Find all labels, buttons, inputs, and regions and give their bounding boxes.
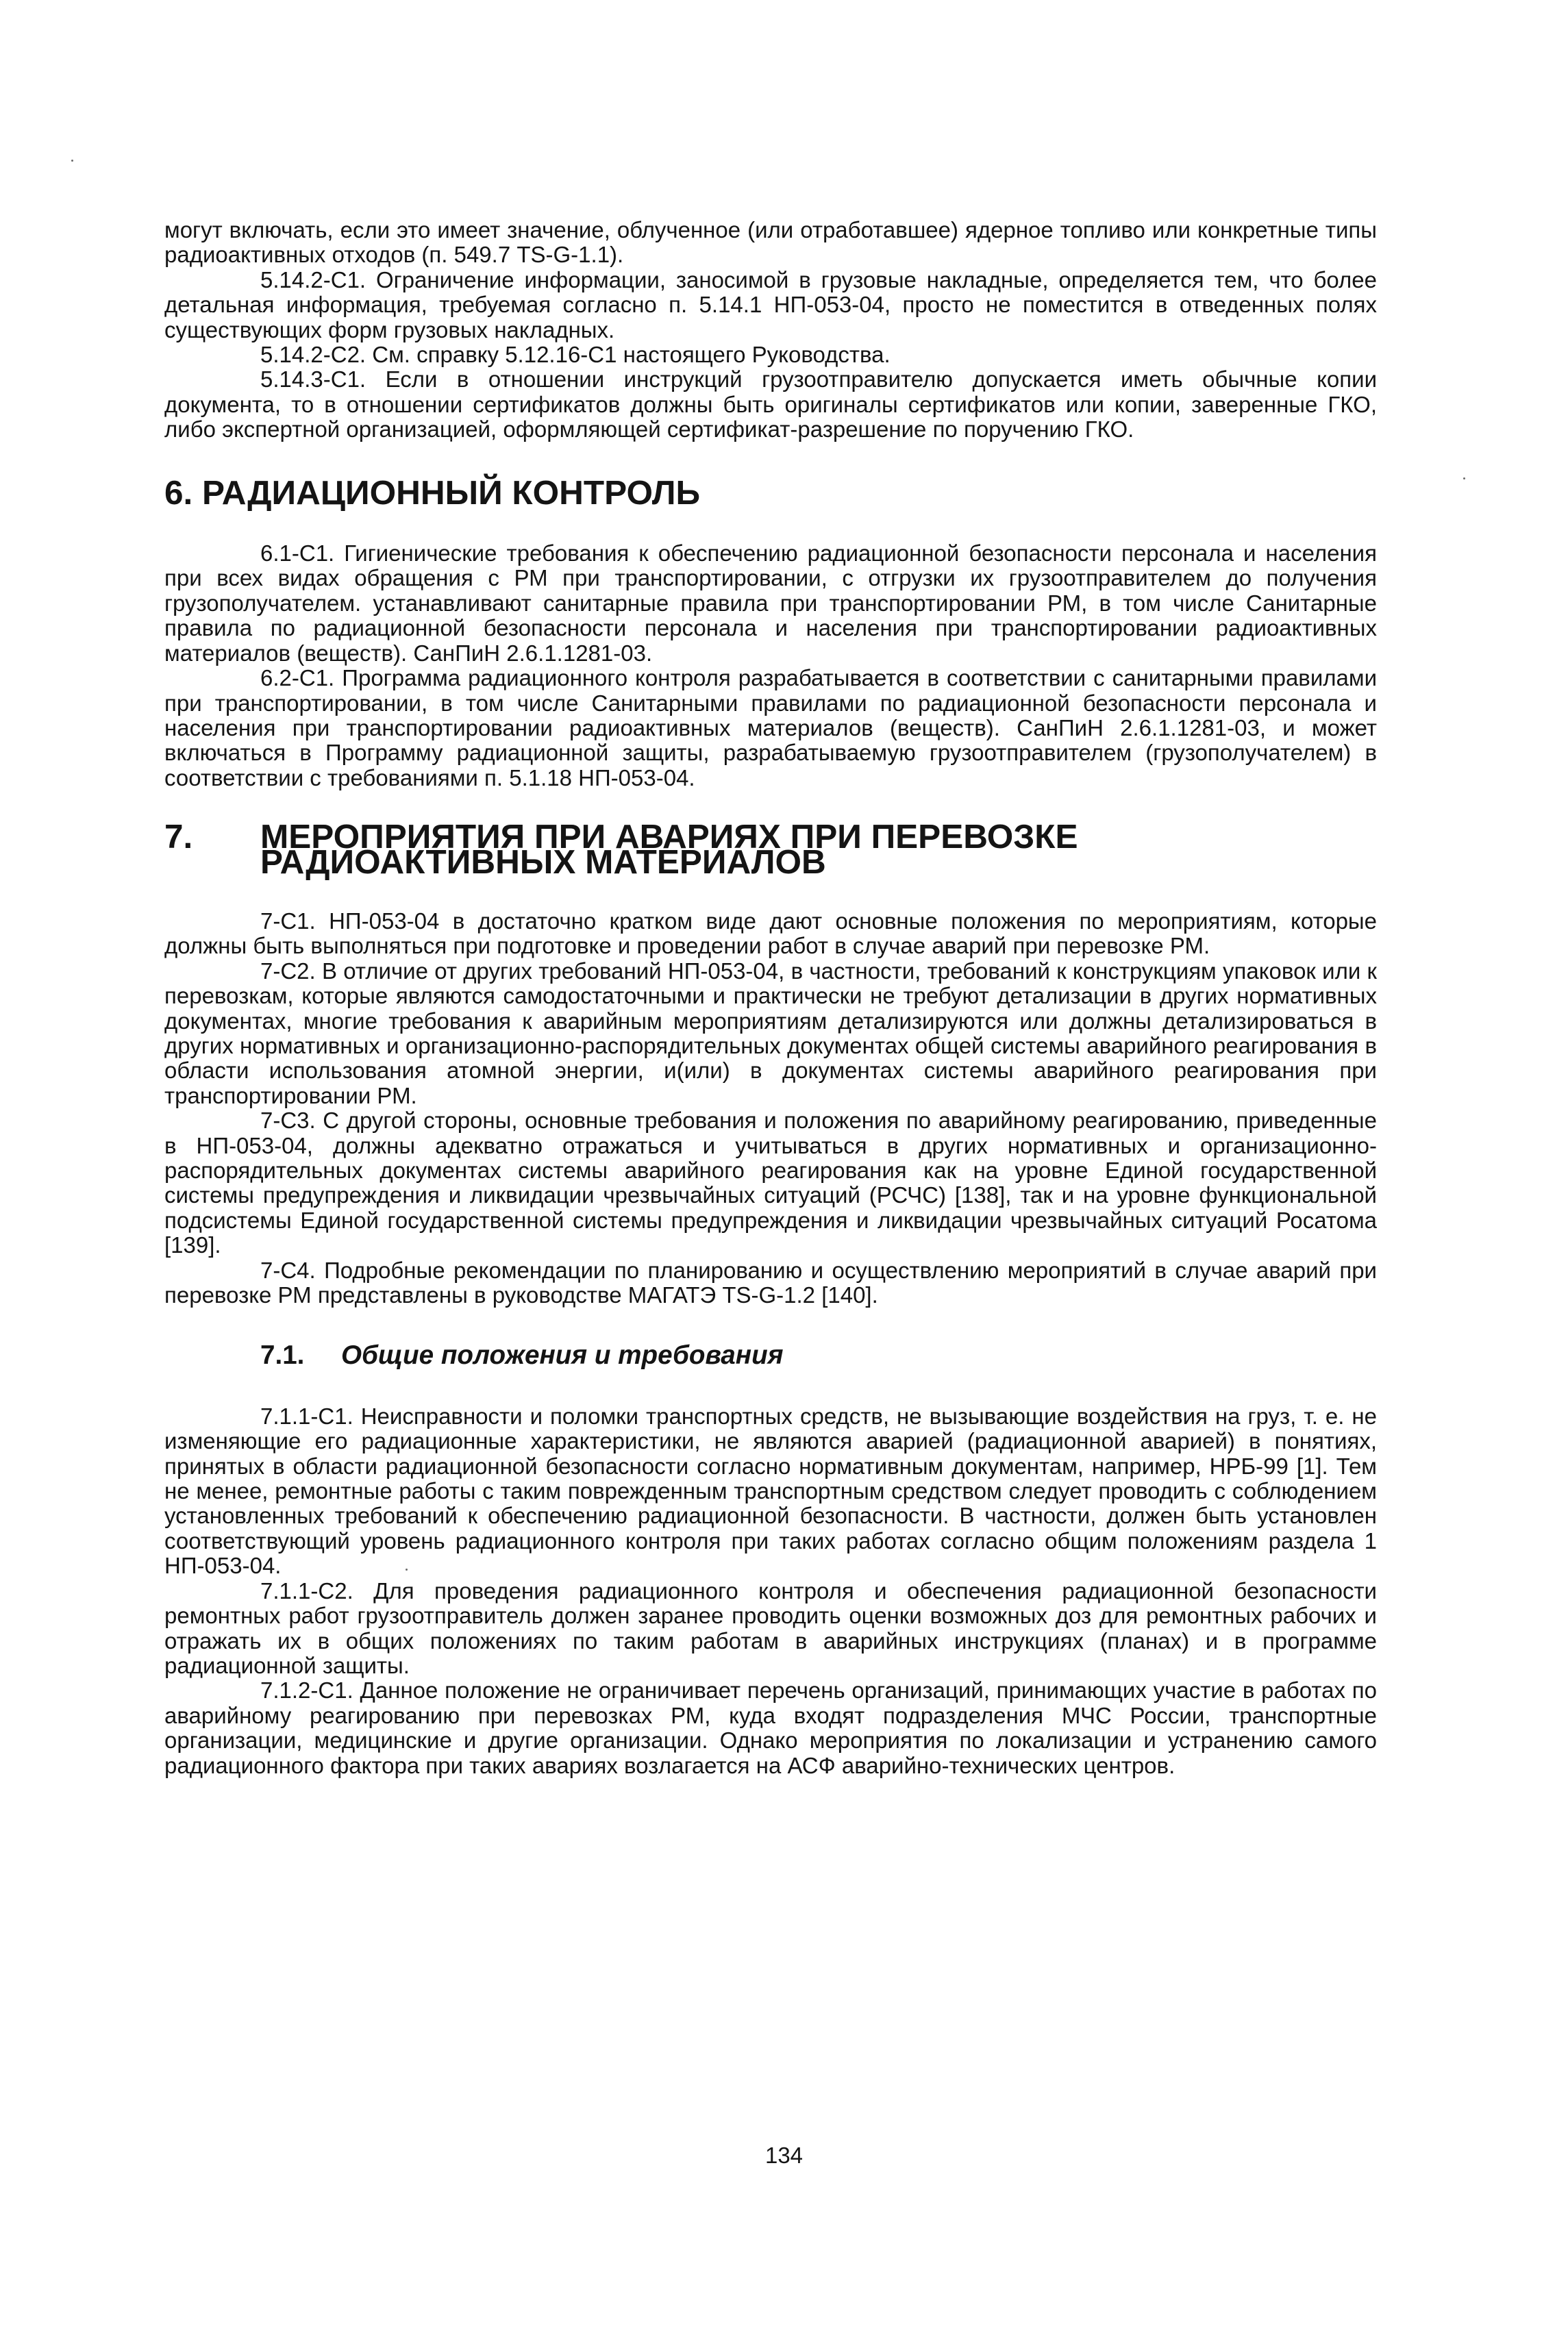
paragraph-7-c2: 7-С2. В отличие от других требований НП-053-04, в частности, требований к конструкциям упаковок или к перевозкам, которые являются самодостаточными и практически не требуют детализации в других нормативных документах, многие требования к аварийным мероприятиям детализируются или должны детализироваться в других нормативных и организационно-распорядительных документах общей системы аварийного реагирования в области использования атомной энергии, и(или) в документах системы аварийного реагирования при транспортировании РМ. [164, 958, 1377, 1108]
paragraph-7-c4: 7-С4. Подробные рекомендации по планированию и осуществлению мероприятий в случае аварий при перевозке РМ представлены в руководстве МАГАТЭ TS-G-1.2 [140]. [164, 1257, 1377, 1308]
paragraph-5-14-2-c2: 5.14.2-С2. См. справку 5.12.16-С1 настоящего Руководства. [260, 342, 891, 368]
paragraph-7-1-1-c2: 7.1.1-С2. Для проведения радиационного контроля и обеспечения радиационной безопасности ремонтных работ грузоотправитель должен заранее проводить оценки возможных доз для ремонтных рабочих и отражать их в общих положениях по таким работам в аварийных инструкциях (планах) и в программе радиационной защиты. [164, 1577, 1377, 1678]
scan-speck [71, 160, 73, 162]
document-body [164, 218, 1377, 1778]
paragraph-6-2-c1: 6.2-С1. Программа радиационного контроля разрабатывается в соответствии с санитарными правилами при транспортировании, в том числе Санитарными правилами по радиационной безопасности персонала и населения при транспортировании радиоактивных материалов (веществ). СанПиН 2.6.1.1281-03, и может включаться в Программу радиационной защиты, разрабатываемую грузоотправителем (грузополучателем) в соответствии с требованиями п. 5.1.18 НП-053-04. [164, 665, 1377, 790]
paragraph-7-c3: 7-С3. С другой стороны, основные требования и положения по аварийному реагированию, приведенные в НП-053-04, должны адекватно отражаться и учитываться в других нормативных и организационно-распорядительных документах системы аварийного реагирования как на уровне Единой государственной системы предупреждения и ликвидации чрезвычайных ситуаций (РСЧС) [138], так и на уровне функциональной подсистемы Единой государственной системы предупреждения и ликвидации чрезвычайных ситуаций Росатома [139]. [164, 1108, 1377, 1258]
page-number: 134 [764, 2143, 804, 2168]
section-7-title: МЕРОПРИЯТИЯ ПРИ АВАРИЯХ ПРИ ПЕРЕВОЗКЕ РАДИОАКТИВНЫХ МАТЕРИАЛОВ [260, 818, 1078, 881]
paragraph-7-1-2-c1: 7.1.2-С1. Данное положение не ограничивает перечень организаций, принимающих участие в работах по аварийному реагированию при перевозках РМ, куда входят подразделения МЧС России, транспортные организации, медицинские и другие организации. Однако мероприятия по локализации и устранению самого радиационного фактора при таких авариях возлагается на АСФ аварийно-технических центров. [164, 1677, 1377, 1778]
paragraph-5-14-3-c1: 5.14.3-С1. Если в отношении инструкций грузоотправителю допускается иметь обычные копии документа, то в отношении сертификатов должны быть оригиналы сертификатов или копии, заверенные ГКО, либо экспертной организацией, оформляющей сертификат-разрешение по поручению ГКО. [164, 366, 1377, 442]
paragraph-continuation: могут включать, если это имеет значение, облученное (или отработавшее) ядерное топливо или конкретные типы радиоактивных отходов (п. 549.7 TS-G-1.1). [164, 217, 1377, 268]
section-7-heading [164, 818, 1377, 881]
scan-speck [1463, 477, 1465, 479]
section-7-1-number: 7.1. [260, 1340, 305, 1371]
section-7-1-title: Общие положения и требования [341, 1340, 784, 1371]
paragraph-5-14-2-c1: 5.14.2-С1. Ограничение информации, заносимой в грузовые накладные, определяется тем, что более детальная информация, требуемая согласно п. 5.14.1 НП-053-04, просто не поместится в отведенных полях существующих форм грузовых накладных. [164, 266, 1377, 342]
paragraph-7-c1: 7-С1. НП-053-04 в достаточно кратком виде дают основные положения по мероприятиям, которые должны быть выполняться при подготовке и проведении работ в случае аварий при перевозке РМ. [164, 908, 1377, 959]
section-6-heading: 6. РАДИАЦИОННЫЙ КОНТРОЛЬ [164, 473, 701, 512]
section-7-number: 7. [164, 818, 193, 856]
paragraph-7-1-1-c1: 7.1.1-С1. Неисправности и поломки транспортных средств, не вызывающие воздействия на груз, т. е. не изменяющие его радиационные характеристики, не являются аварией (радиационной аварией) в понятиях, принятых в области радиационной безопасности согласно нормативным документам, например, НРБ-99 [1]. Тем не менее, ремонтные работы с таким поврежденным транспортным средством следует проводить с соблюдением установленных требований к обеспечению радиационной безопасности. В частности, должен быть установлен соответствующий уровень радиационного контроля при таких работах согласно общим положениям раздела 1 НП-053-04. [164, 1403, 1377, 1579]
paragraph-6-1-c1: 6.1-С1. Гигиенические требования к обеспечению радиационной безопасности персонала и населения при всех видах обращения с РМ при транспортировании, с отгрузки их грузоотправителем до получения грузополучателем. устанавливают санитарные правила при транспортировании РМ, в том числе Санитарные правила по радиационной безопасности персонала и населения при транспортировании радиоактивных материалов (веществ). СанПиН 2.6.1.1281-03. [164, 540, 1377, 666]
section-7-1-heading [164, 1340, 1377, 1371]
